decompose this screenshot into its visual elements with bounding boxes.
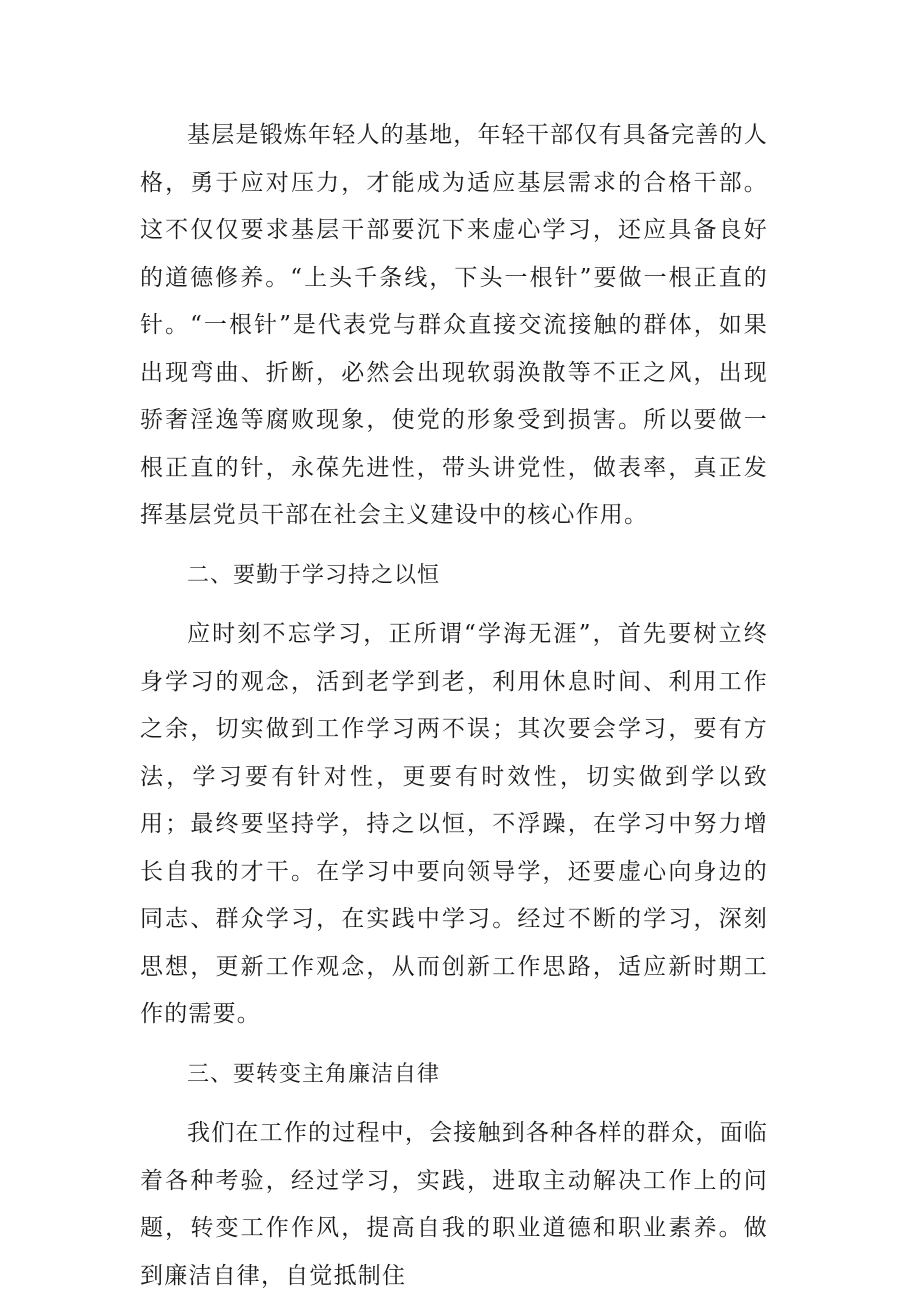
paragraph-self-discipline: 我们在工作的过程中，会接触到各种各样的群众，面临着各种考验，经过学习，实践，进取主动解决工作上的问题，转变工作作风，提高自我的职业道德和职业素养。做到廉洁自律，自觉抵制住 bbox=[140, 1120, 768, 1289]
paragraph-gap bbox=[140, 1039, 768, 1051]
paragraph-gap bbox=[140, 599, 768, 611]
paragraph-lifelong-learning: 应时刻不忘学习，正所谓“学海无涯”，首先要树立终身学习的观念，活到老学到老，利用休息时间、利用工作之余，切实做到工作学习两不误；其次要会学习，要有方法，学习要有针对性，更要有时效性，切实做到学以致用；最终要坚持学，持之以恒，不浮躁，在学习中努力增长自我的才干。在学习中要向领导学，还要虚心向身边的同志、群众学习，在实践中学习。经过不断的学习，深刻思想，更新工作观念，从而创新工作思路，适应新时期工作的需要。 bbox=[140, 621, 768, 1027]
paragraph-gap bbox=[140, 1098, 768, 1110]
document-body bbox=[140, 112, 768, 1300]
section-heading-three: 三、要转变主角廉洁自律 bbox=[187, 1061, 441, 1087]
paragraph-grassroots-integrity: 基层是锻炼年轻人的基地，年轻干部仅有具备完善的人格，勇于应对压力，才能成为适应基层需求的合格干部。这不仅仅要求基层干部要沉下来虚心学习，还应具备良好的道德修养。“上头千条线，下头一根针”要做一根正直的针。“一根针”是代表党与群众直接交流接触的群体，如果出现弯曲、折断，必然会出现软弱涣散等不正之风，出现骄奢淫逸等腐败现象，使党的形象受到损害。所以要做一根正直的针，永葆先进性，带头讲党性，做表率，真正发挥基层党员干部在社会主义建设中的核心作用。 bbox=[140, 122, 768, 528]
section-heading-two: 二、要勤于学习持之以恒 bbox=[187, 562, 441, 588]
paragraph-gap bbox=[140, 540, 768, 552]
